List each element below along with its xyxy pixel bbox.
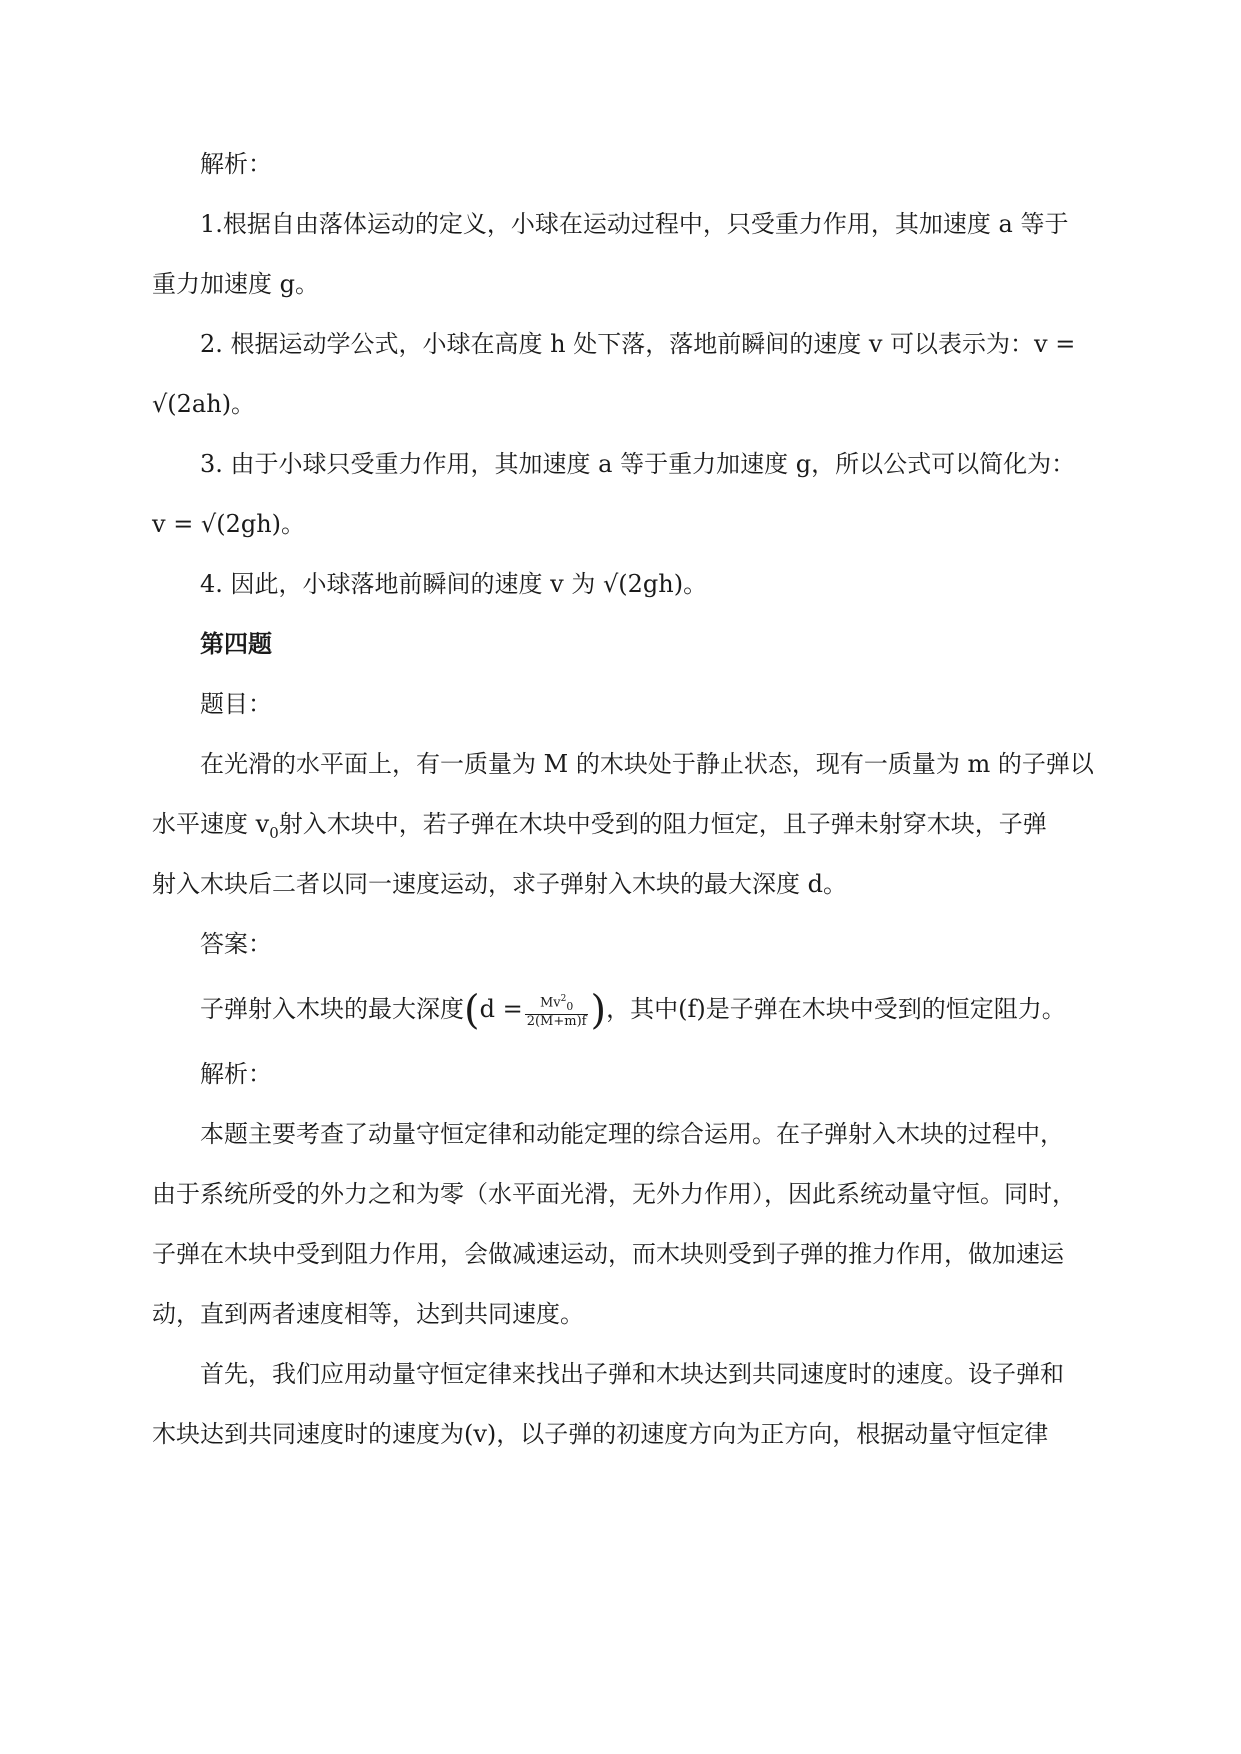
analysis-2-para-1-line-3: 子弹在木块中受到阻力作用，会做减速运动，而木块则受到子弹的推力作用，做加速运: [152, 1240, 1064, 1268]
analysis-2-para-1-line-2: 由于系统所受的外力之和为零（水平面光滑，无外力作用），因此系统动量守恒。同时，: [152, 1180, 1076, 1208]
analysis-2-para-2-line-1: 首先，我们应用动量守恒定律来找出子弹和木块达到共同速度时的速度。设子弹和: [200, 1360, 1064, 1388]
numerator-base: Mv: [539, 995, 561, 1011]
question-4-prompt-label: 题目：: [200, 690, 272, 718]
answer-post-a: ，其中: [606, 994, 679, 1023]
question-4-prompt-line-2: [152, 808, 1047, 849]
common-velocity-symbol: (v): [464, 1420, 497, 1448]
analysis-step-2-line-1: 2. 根据运动学公式，小球在高度 h 处下落，落地前瞬间的速度 v 可以表示为：v =: [200, 330, 1076, 358]
question-4-title: 第四题: [200, 629, 272, 658]
prompt-line-2-post: 射入木块中，若子弹在木块中受到的阻力恒定，且子弹未射穿木块，子弹: [278, 810, 1047, 838]
answer-label: 答案：: [200, 930, 272, 958]
question-4-prompt-line-3: 射入木块后二者以同一速度运动，求子弹射入木块的最大深度 d。: [152, 870, 847, 898]
analysis-step-1-line-2: 重力加速度 g。: [152, 270, 319, 298]
analysis-step-4: 4. 因此，小球落地前瞬间的速度 v 为 √(2gh)。: [200, 570, 708, 598]
para-2-line-2-pre: 木块达到共同速度时的速度为: [152, 1420, 464, 1448]
prompt-line-2-pre: 水平速度 v: [152, 810, 270, 838]
analysis-heading: 解析：: [200, 150, 272, 178]
fraction-numerator: [525, 992, 589, 1015]
answer-post-b: 是子弹在木块中受到的恒定阻力。: [705, 994, 1066, 1023]
left-paren: (: [464, 987, 480, 1034]
v0-subscript: 0: [269, 823, 279, 842]
question-4-prompt-line-1: 在光滑的水平面上，有一质量为 M 的木块处于静止状态，现有一质量为 m 的子弹以: [200, 750, 1094, 778]
analysis-step-2-line-2: √(2ah)。: [152, 390, 256, 418]
analysis-step-1-line-1: 1.根据自由落体运动的定义，小球在运动过程中，只受重力作用，其加速度 a 等于: [200, 210, 1069, 238]
answer-fraction: [525, 992, 589, 1029]
analysis-2-para-1-line-4: 动，直到两者速度相等，达到共同速度。: [152, 1300, 584, 1328]
analysis-2-para-1-line-1: 本题主要考查了动量守恒定律和动能定理的综合运用。在子弹射入木块的过程中，: [200, 1120, 1064, 1148]
analysis-step-3-line-2: v = √(2gh)。: [152, 510, 306, 538]
numerator-power: 2: [560, 994, 567, 1004]
para-2-line-2-post: ，以子弹的初速度方向为正方向，根据动量守恒定律: [496, 1420, 1049, 1448]
numerator-subscript: 0: [566, 999, 574, 1013]
answer-f: (f): [678, 994, 706, 1023]
right-paren: ): [590, 987, 607, 1034]
analysis-step-3-line-1: 3. 由于小球只受重力作用，其加速度 a 等于重力加速度 g，所以公式可以简化为：: [200, 450, 1076, 478]
analysis-2-label: 解析：: [200, 1060, 272, 1088]
analysis-2-para-2-line-2: [152, 1418, 1048, 1450]
answer-line: [200, 987, 1066, 1034]
fraction-denominator: 2(M+m)f: [526, 1013, 587, 1029]
answer-pre: 子弹射入木块的最大深度: [200, 994, 464, 1023]
answer-lhs: d =: [479, 994, 523, 1023]
